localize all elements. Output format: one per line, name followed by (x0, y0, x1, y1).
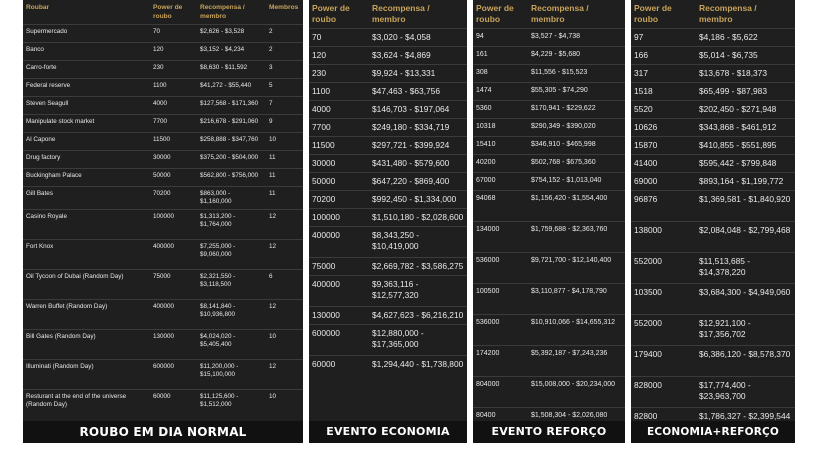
table-cell: 179400 (631, 346, 696, 377)
table-row (23, 43, 303, 61)
column-header: Roubar (26, 4, 50, 11)
table-cell: 70 (150, 25, 197, 43)
table-panel-normal-day (23, 0, 303, 443)
table-cell: 100500 (473, 284, 528, 315)
table-row (631, 47, 795, 65)
table-row (309, 258, 467, 276)
table-panel-economy-police-event (631, 0, 795, 460)
table-cell: 67000 (473, 173, 528, 191)
table-cell: Illuminati (Random Day) (23, 360, 150, 390)
table-cell: 134000 (473, 222, 528, 253)
heist-table-normal-day (23, 0, 303, 420)
table-cell: $2,084,048 - $2,799,468 (696, 222, 795, 253)
table-row (473, 83, 625, 101)
table-row (309, 137, 467, 155)
column-header: Power de roubo (476, 3, 514, 24)
table-row (631, 346, 795, 377)
table-cell: 40200 (473, 155, 528, 173)
heist-table-economy-event (309, 0, 467, 374)
table-cell: $502,768 - $675,360 (528, 155, 625, 173)
table-row (309, 227, 467, 258)
table-cell: Fort Knox (23, 240, 150, 270)
table-row (23, 270, 303, 300)
table-row (309, 29, 467, 47)
table-cell: 41400 (631, 155, 696, 173)
table-row (631, 29, 795, 47)
table-row (473, 119, 625, 137)
table-cell: $11,513,685 - $14,378,220 (696, 253, 795, 284)
table-cell: 11 (266, 169, 303, 187)
table-cell: 5520 (631, 101, 696, 119)
table-cell: $1,510,180 - $2,028,600 (369, 209, 467, 227)
table-row (23, 390, 303, 420)
table-cell: $9,924 - $13,331 (369, 65, 467, 83)
table-row (631, 253, 795, 284)
table-row (473, 65, 625, 83)
table-cell: $5,392,187 - $7,243,236 (528, 346, 625, 377)
table-row (631, 377, 795, 408)
column-header: Power de roubo (634, 3, 672, 24)
table-row (23, 79, 303, 97)
table-row (473, 346, 625, 377)
table-cell: $343,868 - $461,912 (696, 119, 795, 137)
table-cell: 50000 (150, 169, 197, 187)
table-cell: $9,721,700 - $12,140,400 (528, 253, 625, 284)
table-cell: 7700 (309, 119, 369, 137)
table-cell: 12 (266, 360, 303, 390)
heist-table-economy-police-event (631, 0, 795, 439)
table-cell: $17,774,400 - $23,963,700 (696, 377, 795, 408)
table-cell: $1,294,440 - $1,738,800 (369, 356, 467, 374)
column-header: Recompensa / membro (699, 3, 757, 24)
table-cell: 2 (266, 25, 303, 43)
table-cell: Buckingham Palace (23, 169, 150, 187)
table-row (309, 276, 467, 307)
table-cell: 15870 (631, 137, 696, 155)
table-row (473, 377, 625, 408)
table-cell: 10318 (473, 119, 528, 137)
table-cell: 400000 (309, 276, 369, 307)
table-cell: 400000 (150, 240, 197, 270)
table-row (309, 101, 467, 119)
table-row (23, 61, 303, 79)
table-row (309, 356, 467, 374)
table-row (23, 187, 303, 210)
table-cell: 400000 (309, 227, 369, 258)
table-cell: $4,229 - $5,680 (528, 47, 625, 65)
table-row (473, 315, 625, 346)
table-cell: $10,910,066 - $14,655,312 (528, 315, 625, 346)
table-cell: 130000 (309, 307, 369, 325)
table-row (631, 315, 795, 346)
table-cell: 10 (266, 133, 303, 151)
table-cell: 536000 (473, 315, 528, 346)
table-cell: $8,141,840 - $10,936,800 (197, 300, 266, 330)
table-cell: $1,759,688 - $2,363,760 (528, 222, 625, 253)
caption-economy-event: EVENTO ECONOMIA CRESCE (309, 421, 467, 443)
table-cell: $216,678 - $291,060 (197, 115, 266, 133)
table-cell: 138000 (631, 222, 696, 253)
table-cell: $47,463 - $63,756 (369, 83, 467, 101)
table-cell: $3,152 - $4,234 (197, 43, 266, 61)
table-cell: 30000 (150, 151, 197, 169)
table-cell: 11500 (150, 133, 197, 151)
table-row (473, 284, 625, 315)
table-cell: 161 (473, 47, 528, 65)
table-cell: $3,624 - $4,869 (369, 47, 467, 65)
table-row (23, 115, 303, 133)
table-cell: 12 (266, 240, 303, 270)
table-cell: 11 (266, 187, 303, 210)
table-row (631, 284, 795, 315)
table-cell: 15410 (473, 137, 528, 155)
table-cell: 1474 (473, 83, 528, 101)
table-cell: 60000 (309, 356, 369, 374)
table-cell: $2,321,550 - $3,118,500 (197, 270, 266, 300)
table-cell: 12 (266, 210, 303, 240)
table-cell: 120 (309, 47, 369, 65)
table-cell: 230 (150, 61, 197, 79)
table-cell: $431,480 - $579,600 (369, 155, 467, 173)
column-header: Recompensa / membro (531, 3, 589, 24)
table-cell: Bill Gates (Random Day) (23, 330, 150, 360)
table-cell: 100000 (309, 209, 369, 227)
table-cell: 75000 (150, 270, 197, 300)
table-cell: 70 (309, 29, 369, 47)
table-cell: $8,343,250 - $10,419,000 (369, 227, 467, 258)
table-cell: Gill Bates (23, 187, 150, 210)
table-cell: $15,008,000 - $20,234,000 (528, 377, 625, 408)
table-row (473, 191, 625, 222)
column-header: Recompensa / membro (372, 3, 430, 24)
table-row (23, 97, 303, 115)
table-cell: 804000 (473, 377, 528, 408)
column-header: Membros (269, 4, 299, 11)
table-cell: Drug factory (23, 151, 150, 169)
table-cell: 94068 (473, 191, 528, 222)
table-row (23, 25, 303, 43)
table-row (309, 83, 467, 101)
table-cell: 1100 (150, 79, 197, 97)
table-cell: $249,180 - $334,719 (369, 119, 467, 137)
table-cell: 9 (266, 115, 303, 133)
table-cell: 82800 (631, 408, 696, 439)
table-cell: $754,152 - $1,013,040 (528, 173, 625, 191)
table-row (309, 307, 467, 325)
table-cell: 70200 (309, 191, 369, 209)
table-cell: $1,508,304 - $2,026,080 (528, 408, 625, 439)
table-cell: $992,450 - $1,334,000 (369, 191, 467, 209)
table-cell: $595,442 - $799,848 (696, 155, 795, 173)
table-cell: 600000 (150, 360, 197, 390)
table-cell: 100000 (150, 210, 197, 240)
table-cell: $8,630 - $11,592 (197, 61, 266, 79)
table-cell: 7 (266, 97, 303, 115)
table-panel-police-event (473, 0, 625, 460)
table-cell: 30000 (309, 155, 369, 173)
table-cell: Carro-forte (23, 61, 150, 79)
table-cell: $9,363,116 - $12,577,320 (369, 276, 467, 307)
table-cell: 5 (266, 79, 303, 97)
table-row (23, 151, 303, 169)
table-cell: $1,786,327 - $2,399,544 (696, 408, 795, 439)
table-cell: $4,186 - $5,622 (696, 29, 795, 47)
table-cell: 130000 (150, 330, 197, 360)
table-cell: $6,386,120 - $8,578,370 (696, 346, 795, 377)
table-cell: $4,024,020 - $5,405,400 (197, 330, 266, 360)
table-cell: $2,626 - $3,528 (197, 25, 266, 43)
table-cell: 11500 (309, 137, 369, 155)
table-cell: $346,910 - $465,998 (528, 137, 625, 155)
table-cell: Resturant at the end of the universe (Random Day) (23, 390, 150, 420)
table-cell: 6 (266, 270, 303, 300)
table-cell: $863,000 - $1,160,000 (197, 187, 266, 210)
table-cell: 828000 (631, 377, 696, 408)
table-cell: $258,888 - $347,760 (197, 133, 266, 151)
table-cell: Supermercado (23, 25, 150, 43)
table-cell: 5360 (473, 101, 528, 119)
table-cell: $290,349 - $390,020 (528, 119, 625, 137)
table-cell: 536000 (473, 253, 528, 284)
table-row (631, 119, 795, 137)
table-cell: 103500 (631, 284, 696, 315)
table-row (309, 155, 467, 173)
table-cell: Warren Buffet (Random Day) (23, 300, 150, 330)
table-cell: $127,568 - $171,360 (197, 97, 266, 115)
table-cell: Banco (23, 43, 150, 61)
table-panel-economy-event (309, 0, 467, 460)
table-cell: 4000 (309, 101, 369, 119)
heist-table-police-event (473, 0, 625, 439)
table-cell: 308 (473, 65, 528, 83)
table-cell: 60000 (150, 390, 197, 420)
table-cell: $3,684,300 - $4,949,060 (696, 284, 795, 315)
table-row (631, 155, 795, 173)
table-cell: $5,014 - $6,735 (696, 47, 795, 65)
table-row (631, 65, 795, 83)
table-row (23, 210, 303, 240)
table-row (309, 119, 467, 137)
table-row (23, 360, 303, 390)
table-cell: 400000 (150, 300, 197, 330)
table-cell: 80400 (473, 408, 528, 439)
table-row (631, 101, 795, 119)
caption-police-event: EVENTO REFORÇO POLICIAL (473, 421, 625, 443)
table-cell: $146,703 - $197,064 (369, 101, 467, 119)
table-row (309, 65, 467, 83)
table-row (23, 133, 303, 151)
table-row (473, 47, 625, 65)
table-cell: 12 (266, 300, 303, 330)
table-cell: 75000 (309, 258, 369, 276)
table-row (473, 155, 625, 173)
table-row (309, 209, 467, 227)
table-cell: $11,200,000 - $15,100,000 (197, 360, 266, 390)
table-row (631, 173, 795, 191)
table-cell: $4,627,623 - $6,216,210 (369, 307, 467, 325)
table-row (631, 191, 795, 222)
table-cell: 166 (631, 47, 696, 65)
table-cell: $41,272 - $55,440 (197, 79, 266, 97)
table-cell: $3,110,877 - $4,178,790 (528, 284, 625, 315)
table-cell: 120 (150, 43, 197, 61)
column-header: Recompensa / membro (200, 4, 245, 20)
table-cell: 10626 (631, 119, 696, 137)
table-row (473, 137, 625, 155)
table-row (473, 173, 625, 191)
table-cell: 70200 (150, 187, 197, 210)
table-cell: $297,721 - $399,924 (369, 137, 467, 155)
table-row (631, 222, 795, 253)
table-cell: $1,369,581 - $1,840,920 (696, 191, 795, 222)
table-cell: 552000 (631, 253, 696, 284)
table-cell: 4000 (150, 97, 197, 115)
table-cell: 230 (309, 65, 369, 83)
table-cell: Federal reserve (23, 79, 150, 97)
table-cell: Manipulate stock market (23, 115, 150, 133)
table-cell: $11,125,600 - $1,512,000 (197, 390, 266, 420)
table-cell: Oil Tycoon of Dubai (Random Day) (23, 270, 150, 300)
table-row (309, 47, 467, 65)
column-header: Power de roubo (153, 4, 183, 20)
table-cell: $12,921,100 - $17,356,702 (696, 315, 795, 346)
column-header: Power de roubo (312, 3, 350, 24)
table-row (631, 83, 795, 101)
table-cell: $12,880,000 - $17,365,000 (369, 325, 467, 356)
table-cell: Al Capone (23, 133, 150, 151)
table-cell: 10 (266, 390, 303, 420)
table-cell: $202,450 - $271,948 (696, 101, 795, 119)
table-row (473, 29, 625, 47)
table-row (473, 101, 625, 119)
table-row (309, 191, 467, 209)
table-cell: $11,556 - $15,523 (528, 65, 625, 83)
table-cell: $647,220 - $869,400 (369, 173, 467, 191)
table-cell: $410,855 - $551,895 (696, 137, 795, 155)
table-row (473, 253, 625, 284)
table-cell: $3,527 - $4,738 (528, 29, 625, 47)
table-cell: 97 (631, 29, 696, 47)
table-cell: $1,313,200 - $1,764,000 (197, 210, 266, 240)
table-cell: $562,800 - $756,000 (197, 169, 266, 187)
caption-economy-police-event: ECONOMIA+REFORÇO POLICIAL (631, 421, 795, 443)
table-cell: $375,200 - $504,000 (197, 151, 266, 169)
table-cell: 7700 (150, 115, 197, 133)
table-cell: Steven Seagull (23, 97, 150, 115)
table-row (23, 240, 303, 270)
table-cell: $1,156,420 - $1,554,400 (528, 191, 625, 222)
table-row (473, 222, 625, 253)
table-cell: Casino Royale (23, 210, 150, 240)
table-cell: 10 (266, 330, 303, 360)
table-cell: $65,499 - $87,983 (696, 83, 795, 101)
table-cell: $55,305 - $74,290 (528, 83, 625, 101)
table-cell: $3,020 - $4,058 (369, 29, 467, 47)
table-cell: 600000 (309, 325, 369, 356)
table-row (23, 330, 303, 360)
table-cell: 552000 (631, 315, 696, 346)
table-row (309, 325, 467, 356)
table-cell: 3 (266, 61, 303, 79)
table-cell: $7,255,000 - $9,060,000 (197, 240, 266, 270)
table-cell: 317 (631, 65, 696, 83)
table-cell: 2 (266, 43, 303, 61)
table-row (309, 173, 467, 191)
table-cell: 1518 (631, 83, 696, 101)
table-cell: $2,669,782 - $3,586,275 (369, 258, 467, 276)
table-cell: $13,678 - $18,373 (696, 65, 795, 83)
table-cell: 1100 (309, 83, 369, 101)
table-cell: 174200 (473, 346, 528, 377)
table-row (23, 169, 303, 187)
table-cell: 11 (266, 151, 303, 169)
table-cell: $893,164 - $1,199,772 (696, 173, 795, 191)
caption-normal-day: ROUBO EM DIA NORMAL (23, 421, 303, 443)
table-cell: 69000 (631, 173, 696, 191)
table-cell: 96876 (631, 191, 696, 222)
table-cell: 50000 (309, 173, 369, 191)
table-row (631, 137, 795, 155)
table-row (23, 300, 303, 330)
table-cell: $170,941 - $229,622 (528, 101, 625, 119)
table-cell: 94 (473, 29, 528, 47)
